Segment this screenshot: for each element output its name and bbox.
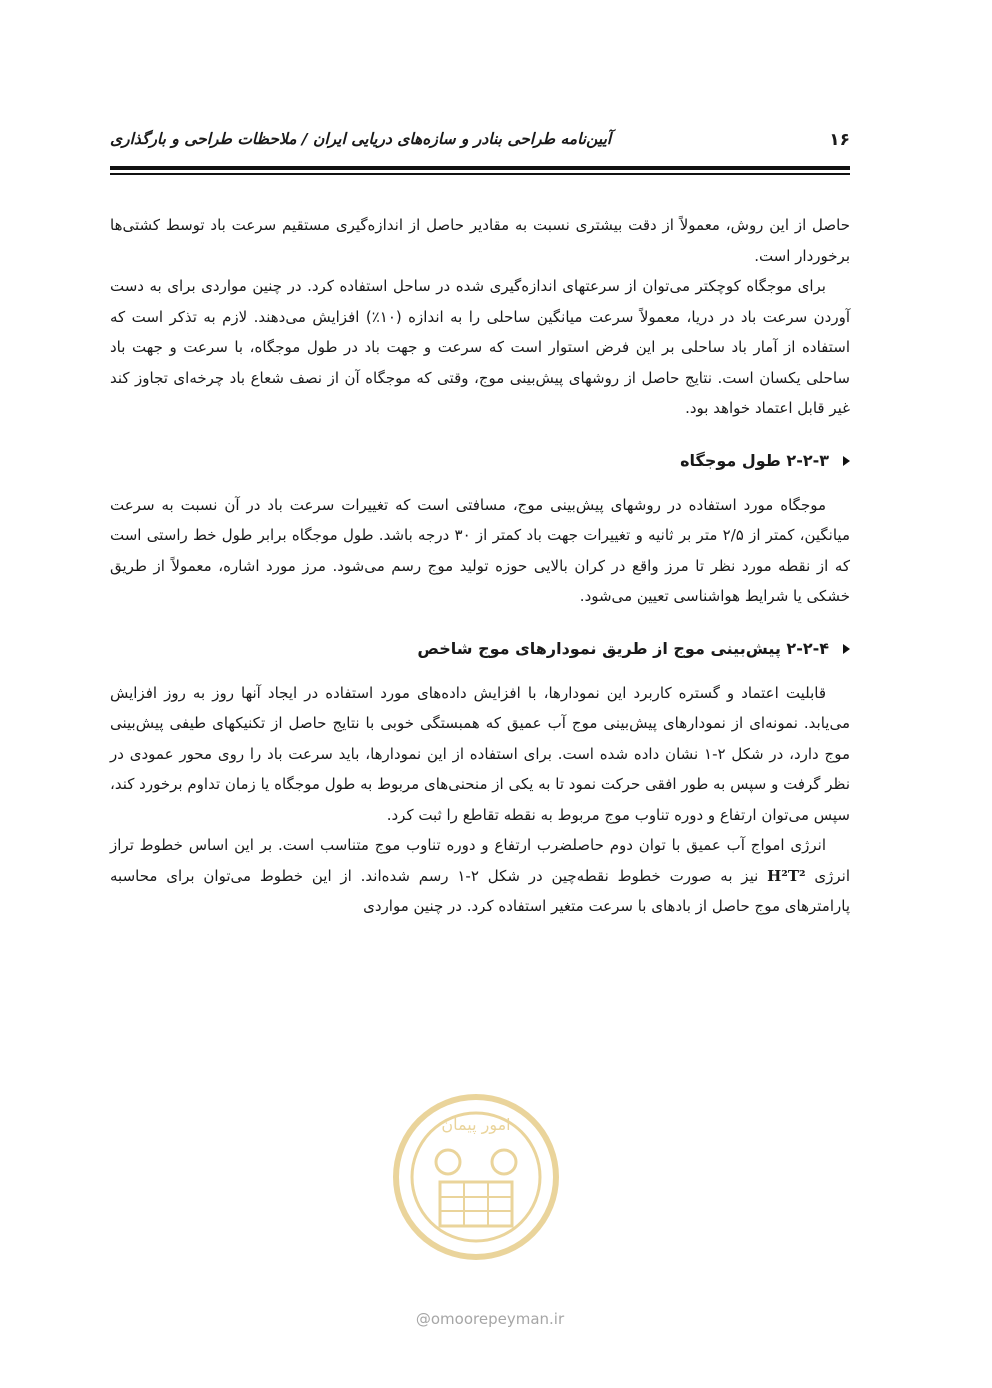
watermark-site: @omoorepeyman.ir (415, 1310, 565, 1328)
energy-text-b: نیز به صورت خطوط نقطه‌چین در شکل ۲-۱ رسم شده‌اند. از این خطوط می‌توان برای محاسبه پارامترهای موج حاصل از بادهای با سرعت متغیر استفاده کرد. در چنین مواردی (110, 866, 850, 915)
section-heading-wave-prediction (110, 634, 850, 664)
header-rule-thin (110, 173, 850, 175)
paragraph-small-fetch: برای موجگاه کوچکتر می‌توان از سرعتهای اندازه‌گیری شده در ساحل استفاده کرد. در چنین مواردی برای به دست آوردن سرعت باد در دریا، معمولاً سرعت میانگین ساحلی را به اندازه (۱۰٪) افزایش می‌دهند. لازم به تذکر است که استفاده از آمار باد ساحلی بر این فرض استوار است که سرعت و جهت باد در طول موجگاه، با سرعت و جهت باد ساحلی یکسان است. نتایج حاصل از روشهای پیش‌بینی موج، وقتی که موجگاه آن از نصف شعاع باد چرخه‌ای تجاوز کند غیر قابل اعتماد خواهد بود. (110, 277, 851, 417)
energy-text-a: انرژی امواج آب عمیق با توان دوم حاصلضرب ارتفاع و دوره تناوب موج متناسب است. بر این اساس خطوط تراز انرژی (110, 836, 850, 885)
seal-logo-text: امور پیمان (441, 1115, 511, 1134)
section-heading-fetch-length (110, 446, 850, 476)
watermark-site-text: omoorepeyman.ir (430, 1310, 565, 1328)
paragraph-wave-charts: قابلیت اعتماد و گستره کاربرد این نمودارها، با افزایش داده‌های مورد استفاده در ایجاد آنها روز به روز افزایش می‌یابد. نمونه‌ای از نمودارهای پیش‌بینی موج آب عمیق که همبستگی خوبی با نتایج حاصل از تکنیکهای طیفی پیش‌بینی موج دارد، در شکل ۲-۱ نشان داده شده است. برای استفاده از این نمودارها، باید سرعت باد را روی محور عمودی در نظر گرفت و سپس به طور افقی حرکت نمود تا به یکی از منحنی‌های مربوط به طول موجگاه یا زمان تداوم برخورد کند، سپس می‌توان ارتفاع و دوره تناوب موج مربوط به نقطه تقاطع را ثبت کرد. (110, 683, 850, 824)
paragraph-wave-energy (110, 830, 850, 922)
running-header (110, 124, 850, 160)
triangle-bullet-icon (843, 644, 850, 654)
page-number: ۱۶ (829, 130, 850, 150)
section-title: ۲-۲-۴ پیش‌بینی موج از طریق نمودارهای موج شاخص (417, 638, 829, 658)
energy-symbol: H²T² (767, 866, 806, 885)
section-title: ۲-۲-۳ طول موجگاه (680, 450, 829, 470)
running-title: آیین‌نامه طراحی بنادر و سازه‌های دریایی ایران / ملاحظات طراحی و بارگذاری (110, 130, 612, 148)
paragraph-fetch-length: موجگاه مورد استفاده در روشهای پیش‌بینی موج، مسافتی است که تغییرات سرعت باد در آن نسبت به سرعت میانگین، کمتر از ۲/۵ متر بر ثانیه و تغییرات جهت باد کمتر از ۳۰ درجه باشد. طول موجگاه برابر طول خط راستی است که از نقطه مورد نظر تا مرز واقع در کران بالایی حوزه تولید موج رسم می‌شود. مرز مورد اشاره، معمولاً از طریق خشکی یا شرایط هواشناسی تعیین می‌شود. (110, 495, 850, 605)
triangle-bullet-icon (843, 456, 850, 466)
body-content (110, 210, 850, 922)
seal-logo-icon (388, 1082, 564, 1272)
paragraph-continued: حاصل از این روش، معمولاً از دقت بیشتری نسبت به مقادیر حاصل از اندازه‌گیری مستقیم سرعت باد توسط کشتی‌ها برخوردار است. (110, 216, 850, 265)
header-rule-thick (110, 166, 850, 170)
